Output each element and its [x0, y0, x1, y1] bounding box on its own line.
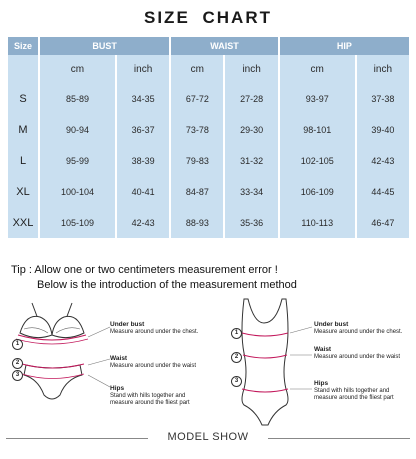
table-cell: 33-34: [225, 176, 277, 207]
table-row: [8, 145, 409, 176]
table-cell: 88-93: [171, 207, 223, 238]
size-cell: XXL: [8, 207, 38, 238]
size-chart-table: [6, 37, 411, 238]
table-cell: 46-47: [357, 207, 409, 238]
table-cell: 73-78: [171, 114, 223, 145]
underbust-title: Under bust: [110, 321, 145, 328]
table-cell: 35-36: [225, 207, 277, 238]
table-cell: 31-32: [225, 145, 277, 176]
measurement-tip: [11, 263, 297, 293]
table-cell: 38-39: [117, 145, 169, 176]
model-show-label: MODEL SHOW: [167, 431, 249, 443]
waist-title: Waist: [110, 355, 128, 362]
table-cell: 90-94: [40, 114, 115, 145]
hips-title: Hips: [110, 385, 125, 392]
unit-cell: cm: [40, 55, 115, 83]
table-cell: 42-43: [357, 145, 409, 176]
table-header-row: [8, 37, 409, 55]
waist-label-right: [314, 346, 400, 361]
waist-label-left: [110, 355, 196, 370]
table-row: [8, 114, 409, 145]
one-piece-diagram: [228, 293, 318, 428]
table-cell: 27-28: [225, 83, 277, 114]
marker-1-left: 1: [12, 339, 23, 350]
hips-desc-1: Stand with hills together and: [314, 388, 390, 394]
underbust-desc: Measure around under the chest.: [314, 329, 403, 335]
waist-title: Waist: [314, 346, 332, 353]
table-row: [8, 207, 409, 238]
table-cell: 37-38: [357, 83, 409, 114]
bikini-diagram: [10, 295, 120, 420]
size-cell: XL: [8, 176, 38, 207]
marker-3-left: 3: [12, 370, 23, 381]
table-cell: 29-30: [225, 114, 277, 145]
table-cell: 42-43: [117, 207, 169, 238]
table-cell: 110-113: [280, 207, 355, 238]
hips-desc-2: measure around the fliest part: [314, 395, 394, 401]
header-waist: WAIST: [171, 37, 278, 55]
unit-cell: cm: [280, 55, 355, 83]
tip-line-1: Tip : Allow one or two centimeters measurement error !: [11, 264, 278, 276]
table-cell: 93-97: [280, 83, 355, 114]
table-row: [8, 83, 409, 114]
units-size-cell: [8, 55, 38, 83]
table-cell: 84-87: [171, 176, 223, 207]
table-cell: 67-72: [171, 83, 223, 114]
marker-2-right: 2: [231, 352, 242, 363]
table-cell: 44-45: [357, 176, 409, 207]
table-cell: 98-101: [280, 114, 355, 145]
table-cell: 106-109: [280, 176, 355, 207]
marker-3-right: 3: [231, 376, 242, 387]
divider-line-right: [268, 438, 410, 439]
table-cell: 95-99: [40, 145, 115, 176]
unit-cell: inch: [225, 55, 277, 83]
underbust-label-right: [314, 321, 402, 336]
unit-cell: inch: [357, 55, 409, 83]
table-cell: 85-89: [40, 83, 115, 114]
hips-label-left: [110, 385, 190, 407]
underbust-label-left: [110, 321, 198, 336]
underbust-desc: Measure around under the chest.: [110, 329, 199, 335]
table-row: [8, 176, 409, 207]
page-title: SIZE CHART: [144, 8, 272, 27]
size-cell: L: [8, 145, 38, 176]
marker-2-left: 2: [12, 358, 23, 369]
header-size: Size: [8, 37, 38, 55]
underbust-title: Under bust: [314, 321, 349, 328]
hips-desc-2: measure around the fliest part: [110, 400, 190, 406]
size-cell: S: [8, 83, 38, 114]
table-cell: 102-105: [280, 145, 355, 176]
header-bust: BUST: [40, 37, 169, 55]
table-cell: 100-104: [40, 176, 115, 207]
hips-label-right: [314, 380, 394, 402]
unit-cell: inch: [117, 55, 169, 83]
model-show-divider: [0, 430, 416, 446]
unit-cell: cm: [171, 55, 223, 83]
header-hip: HIP: [280, 37, 409, 55]
table-cell: 36-37: [117, 114, 169, 145]
table-cell: 34-35: [117, 83, 169, 114]
hips-desc-1: Stand with hills together and: [110, 393, 186, 399]
hips-title: Hips: [314, 380, 329, 387]
table-cell: 39-40: [357, 114, 409, 145]
tip-line-2: Below is the introduction of the measurement method: [37, 279, 297, 291]
table-cell: 105-109: [40, 207, 115, 238]
waist-desc: Measure around under the waist: [110, 363, 197, 369]
table-units-row: [8, 55, 409, 83]
waist-desc: Measure around under the waist: [314, 354, 401, 360]
table-cell: 79-83: [171, 145, 223, 176]
marker-1-right: 1: [231, 328, 242, 339]
table-cell: 40-41: [117, 176, 169, 207]
size-cell: M: [8, 114, 38, 145]
